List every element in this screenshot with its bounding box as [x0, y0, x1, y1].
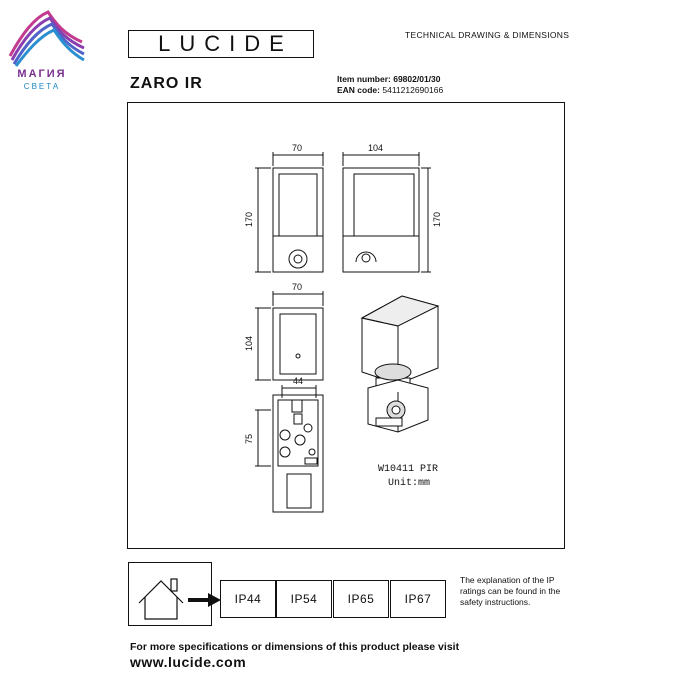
ip65-badge: IP65 — [333, 580, 389, 618]
dim-front-width: 70 — [292, 143, 303, 153]
corner-logo-subtitle: СВЕТА — [23, 82, 61, 91]
brand-logo: LUCIDE — [128, 30, 314, 58]
ip44-badge: IP44 — [220, 580, 276, 618]
item-number-value: 69802/01/30 — [393, 74, 441, 84]
footer-text: For more specifications or dimensions of this product please visit — [130, 641, 460, 653]
front-view — [255, 152, 323, 272]
top-view — [255, 291, 323, 380]
dim-back-width: 44 — [293, 376, 304, 386]
document-title: TECHNICAL DRAWING & DIMENSIONS — [405, 30, 570, 40]
dim-top-depth: 104 — [244, 335, 254, 351]
ean-value: 5411212690166 — [382, 85, 444, 95]
arrow-icon — [188, 592, 222, 608]
dim-back-height: 75 — [244, 433, 254, 444]
dim-top-width: 70 — [292, 282, 303, 292]
ip-note: The explanation of the IP ratings can be found in the safety instructions. — [460, 575, 561, 607]
side-view — [343, 152, 431, 272]
corner-logo-title: МАГИЯ — [17, 68, 67, 80]
item-number-label: Item number: — [337, 74, 391, 84]
product-name: ZARO IR — [130, 75, 203, 92]
dim-side-width: 104 — [368, 143, 384, 153]
footer-link[interactable]: www.lucide.com — [130, 654, 247, 670]
model-label: W10411 PIR — [378, 464, 439, 475]
product-3d-view — [362, 296, 438, 432]
ean-label: EAN code: — [337, 85, 380, 95]
unit-label: Unit:mm — [388, 478, 431, 489]
dim-height-left: 170 — [244, 211, 254, 227]
ip67-badge: IP67 — [390, 580, 446, 618]
ip54-badge: IP54 — [276, 580, 332, 618]
dim-height-right: 170 — [432, 211, 442, 227]
back-view — [255, 385, 323, 512]
